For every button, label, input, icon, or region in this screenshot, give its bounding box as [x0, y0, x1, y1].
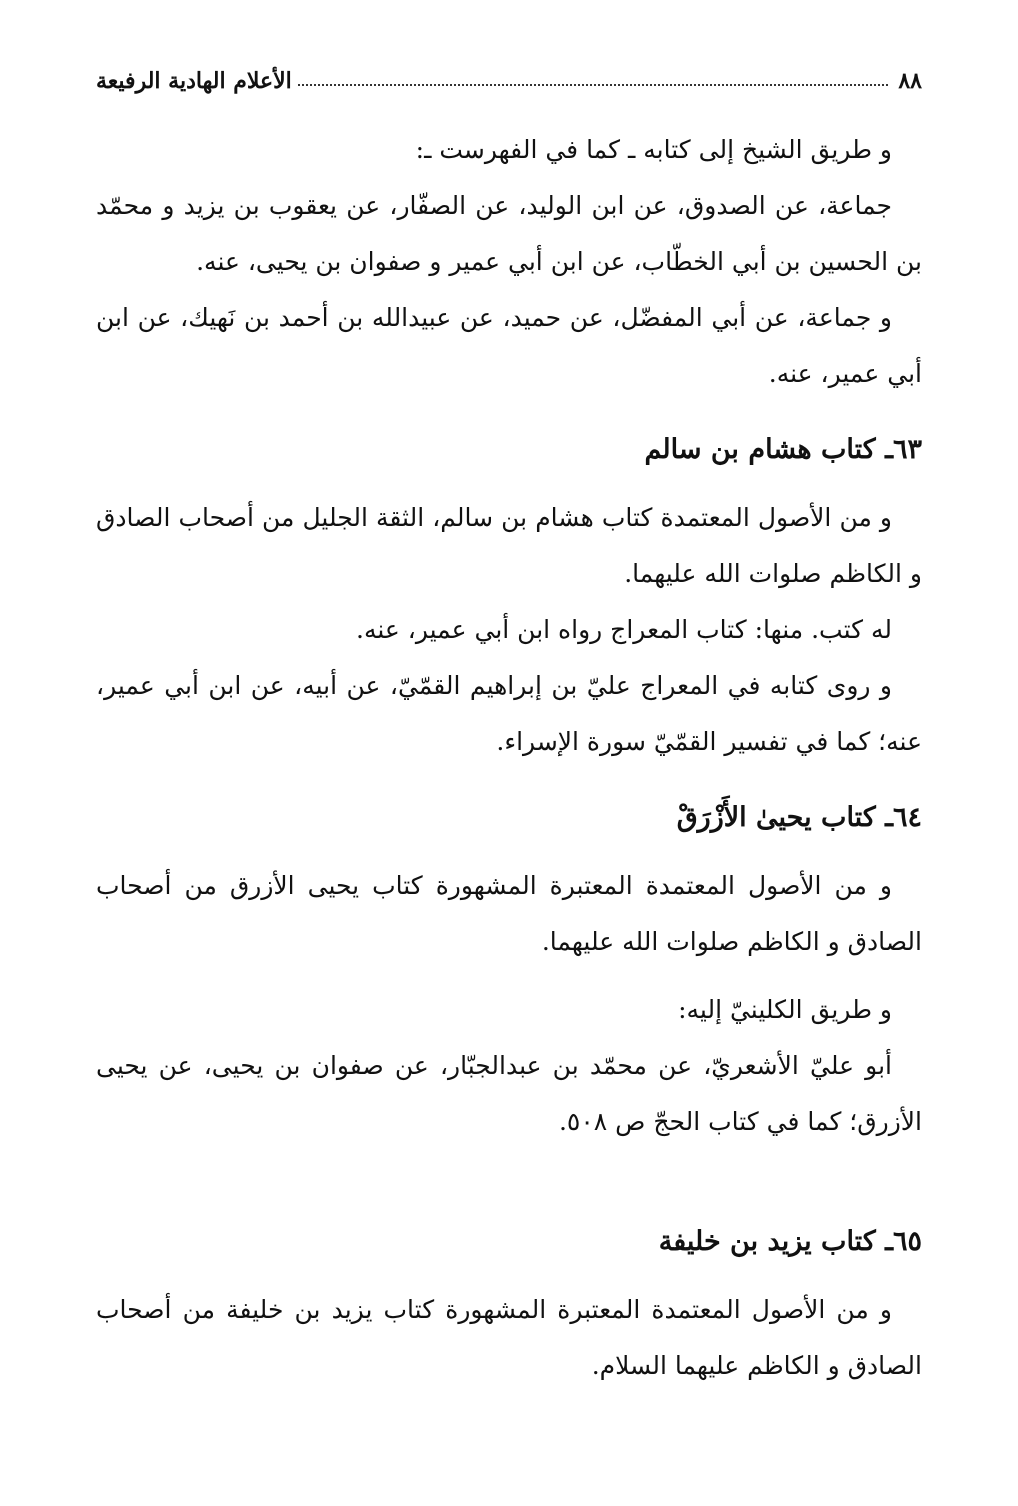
paragraph-yahya-intro: و من الأصول المعتمدة المعتبرة المشهورة كتاب يحيى الأزرق من أصحاب الصادق و الكاظم صلوات الله عليهما. — [96, 871, 922, 956]
paragraph-yazid-intro: و من الأصول المعتمدة المعتبرة المشهورة كتاب يزيد بن خليفة من أصحاب الصادق و الكاظم عليهما السلام. — [96, 1295, 922, 1380]
spacer — [96, 1150, 922, 1214]
paragraph-chain-2: و جماعة، عن أبي المفضّل، عن حميد، عن عبيدالله بن أحمد بن نَهيك، عن ابن أبي عمير، عنه. — [96, 303, 922, 388]
paragraph-chain-1: جماعة، عن الصدوق، عن ابن الوليد، عن الصفّار، عن يعقوب بن يزيد و محمّد بن الحسين بن أبي الخطّاب، عن ابن أبي عمير و صفوان بن يحيى، عنه. — [96, 191, 922, 276]
section-heading-64: ٦٤ـ كتاب يحيىٰ الأَزْرَقْ — [676, 802, 922, 833]
paragraph-yahya-chain: أبو عليّ الأشعريّ، عن محمّد بن عبدالجبّار، عن صفوان بن يحيى، عن يحيى الأزرق؛ كما في كتاب الحجّ ص ٥٠٨. — [96, 1051, 922, 1136]
section-heading-65: ٦٥ـ كتاب يزيد بن خليفة — [658, 1226, 922, 1257]
spacer — [96, 970, 922, 982]
spacer — [96, 1270, 922, 1282]
section-heading-63: ٦٣ـ كتاب هشام بن سالم — [644, 434, 922, 465]
paragraph-hisham-miraj: و روى كتابه في المعراج عليّ بن إبراهيم القمّيّ، عن أبيه، عن ابن أبي عمير، عنه؛ كما في تفسير القمّيّ سورة الإسراء. — [96, 671, 922, 756]
spacer — [96, 770, 922, 790]
dotted-leader — [298, 84, 889, 86]
spacer — [96, 478, 922, 490]
paragraph-hisham-intro: و من الأصول المعتمدة كتاب هشام بن سالم، الثقة الجليل من أصحاب الصادق و الكاظم صلوات الله عليهما. — [96, 503, 922, 588]
paragraph-kulayni-route: و طريق الكلينيّ إليه: — [678, 995, 892, 1024]
spacer — [96, 402, 922, 422]
paragraph-sheikh-route: و طريق الشيخ إلى كتابه ـ كما في الفهرست ـ: — [415, 135, 892, 164]
running-title: الأعلام الهادية الرفيعة — [96, 68, 292, 94]
page-body — [96, 122, 922, 1394]
paragraph-hisham-books: له كتب. منها: كتاب المعراج رواه ابن أبي عمير، عنه. — [356, 615, 892, 644]
spacer — [96, 846, 922, 858]
page-number: ٨٨ — [898, 68, 922, 94]
running-head — [96, 52, 922, 94]
